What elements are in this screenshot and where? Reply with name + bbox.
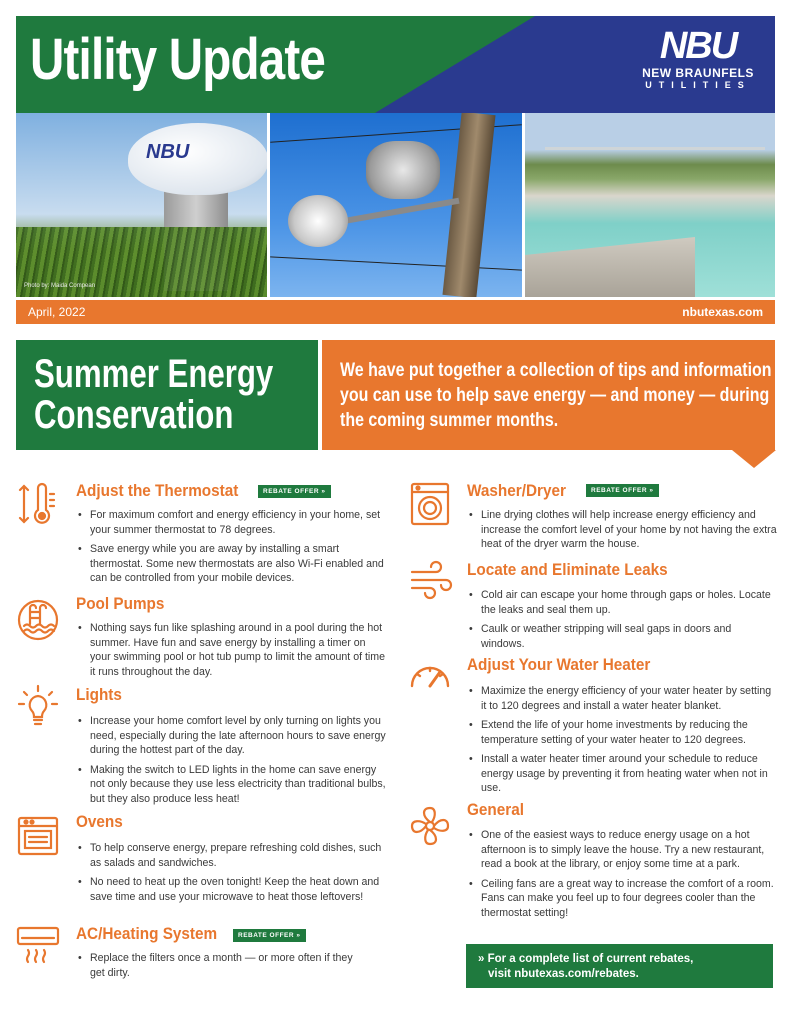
photo-credit: Photo by: Maida Compean (24, 283, 96, 289)
street-lamp (288, 195, 348, 247)
water-treatment-photo (525, 113, 775, 297)
heading-general: General (467, 800, 524, 819)
list-item: • For maximum comfort and energy efficiency in your home, set your summer thermostat to 78 degrees. (76, 508, 388, 537)
rebate-offer-badge[interactable]: REBATE OFFER » (258, 485, 331, 498)
washer-tips (467, 508, 777, 557)
pool-tips (76, 621, 388, 684)
list-item: • Increase your home comfort level by only turning on lights you need, especially during the late afternoon hours to save energy during the hottest part of the day. (76, 714, 388, 758)
list-item: • Install a water heater timer around your schedule to reduce energy usage by preventing it from heating water when not in use. (467, 752, 777, 796)
intro-pointer (732, 450, 776, 468)
callout-line1: » For a complete list of current rebates, (478, 953, 694, 965)
thermostat-icon (18, 482, 62, 526)
list-item: • Replace the filters once a month — or more often if they get dirty. (76, 951, 356, 980)
heading-lights: Lights (76, 685, 122, 704)
thermostat-tips (76, 508, 388, 591)
list-item: • No need to heat up the oven tonight! Keep the heat down and save time and use your microwave to heat those leftovers! (76, 875, 388, 904)
heading-ac-heating: AC/Heating System (76, 924, 218, 943)
nbu-logo[interactable] (639, 26, 757, 91)
heading-water-heater: Adjust Your Water Heater (467, 655, 651, 674)
feature-title-box (16, 340, 318, 450)
list-item: • Ceiling fans are a great way to increase the comfort of a room. Fans can make you feel up to four degrees cooler than the thermostat setting! (467, 877, 777, 921)
heading-leaks: Locate and Eliminate Leaks (467, 560, 668, 579)
list-item: • One of the easiest ways to reduce energy usage on a hot afternoon is to simply leave the house. Try a new restaurant, read a book at the library, or enjoy some time at a park. (467, 828, 777, 872)
feature-title (34, 354, 273, 436)
gauge-icon (408, 652, 452, 696)
logo-mark: NBU (659, 25, 737, 67)
general-tips (467, 828, 777, 925)
rebate-offer-badge[interactable]: REBATE OFFER » (586, 484, 659, 497)
issue-date: April, 2022 (28, 305, 86, 319)
newsletter-title: Utility Update (30, 27, 326, 92)
rebates-callout[interactable] (466, 944, 773, 988)
heading-ovens: Ovens (76, 812, 123, 831)
heading-thermostat: Adjust the Thermostat (76, 481, 239, 500)
feature-intro-box (322, 340, 775, 450)
lamp-arm (330, 198, 459, 226)
ovens-tips (76, 841, 388, 909)
list-item: • Extend the life of your home investments by reducing the temperature setting of your water heater to 120 degrees. (467, 718, 777, 747)
tower-logo: NBU (146, 141, 190, 163)
basin-wall (525, 237, 695, 297)
wind-icon (410, 560, 454, 604)
oven-icon (16, 814, 60, 858)
list-item: • Line drying clothes will help increase energy efficiency and increase the comfort level of your home by not having the extra heat of the dryer warm the house. (467, 508, 777, 552)
walkway-rail (545, 147, 765, 150)
water-heater-tips (467, 684, 777, 801)
list-item: • Nothing says fun like splashing around in a pool during the hot summer. Have fun and save energy by installing a timer on your swimming pool or hot tub pump to limit the amount of time it runs throughout the day. (76, 621, 388, 679)
date-bar (16, 300, 775, 324)
ac-tips (76, 951, 356, 985)
heading-washer-dryer: Washer/Dryer (467, 481, 566, 500)
power-line (270, 256, 522, 270)
feature-title-line1: Summer Energy (34, 352, 274, 396)
leaks-tips (467, 588, 777, 656)
header-banner (16, 16, 775, 113)
lightbulb-icon (16, 684, 60, 728)
air-conditioner-icon (16, 924, 60, 968)
rebate-offer-badge[interactable]: REBATE OFFER » (233, 929, 306, 942)
callout-line2: visit nbutexas.com/rebates. (488, 968, 639, 980)
washer-icon (408, 482, 452, 526)
transformer (366, 141, 440, 199)
list-item: • Cold air can escape your home through gaps or holes. Locate the leaks and seal them up. (467, 588, 777, 617)
list-item: • Maximize the energy efficiency of your water heater by setting it to 120 degrees and install a water heater blanket. (467, 684, 777, 713)
utility-pole-photo (270, 113, 522, 297)
feature-intro: We have put together a collection of tips and information you can use to help save energy — and money — during the coming summer months. (340, 360, 772, 431)
feature-title-line2: Conservation (34, 393, 234, 437)
fan-icon (408, 804, 452, 848)
website-link[interactable]: nbutexas.com (682, 305, 763, 319)
pool-icon (16, 598, 60, 642)
lights-tips (76, 714, 388, 811)
water-tower-photo (16, 113, 267, 297)
logo-name-line1: NEW BRAUNFELS (642, 66, 754, 80)
list-item: • Caulk or weather stripping will seal gaps in doors and windows. (467, 622, 777, 651)
photo-strip (16, 113, 775, 297)
list-item: • Save energy while you are away by installing a smart thermostat. Some new thermostats are also Wi-Fi enabled and can be controlled from your mobile devices. (76, 542, 388, 586)
list-item: • To help conserve energy, prepare refreshing cold dishes, such as salads and sandwiches. (76, 841, 388, 870)
list-item: • Making the switch to LED lights in the home can save energy not only because they use less electricity than traditional bulbs, but they also produce less heat! (76, 763, 388, 807)
heading-pool-pumps: Pool Pumps (76, 594, 165, 613)
logo-name-line2: UTILITIES (645, 80, 751, 90)
